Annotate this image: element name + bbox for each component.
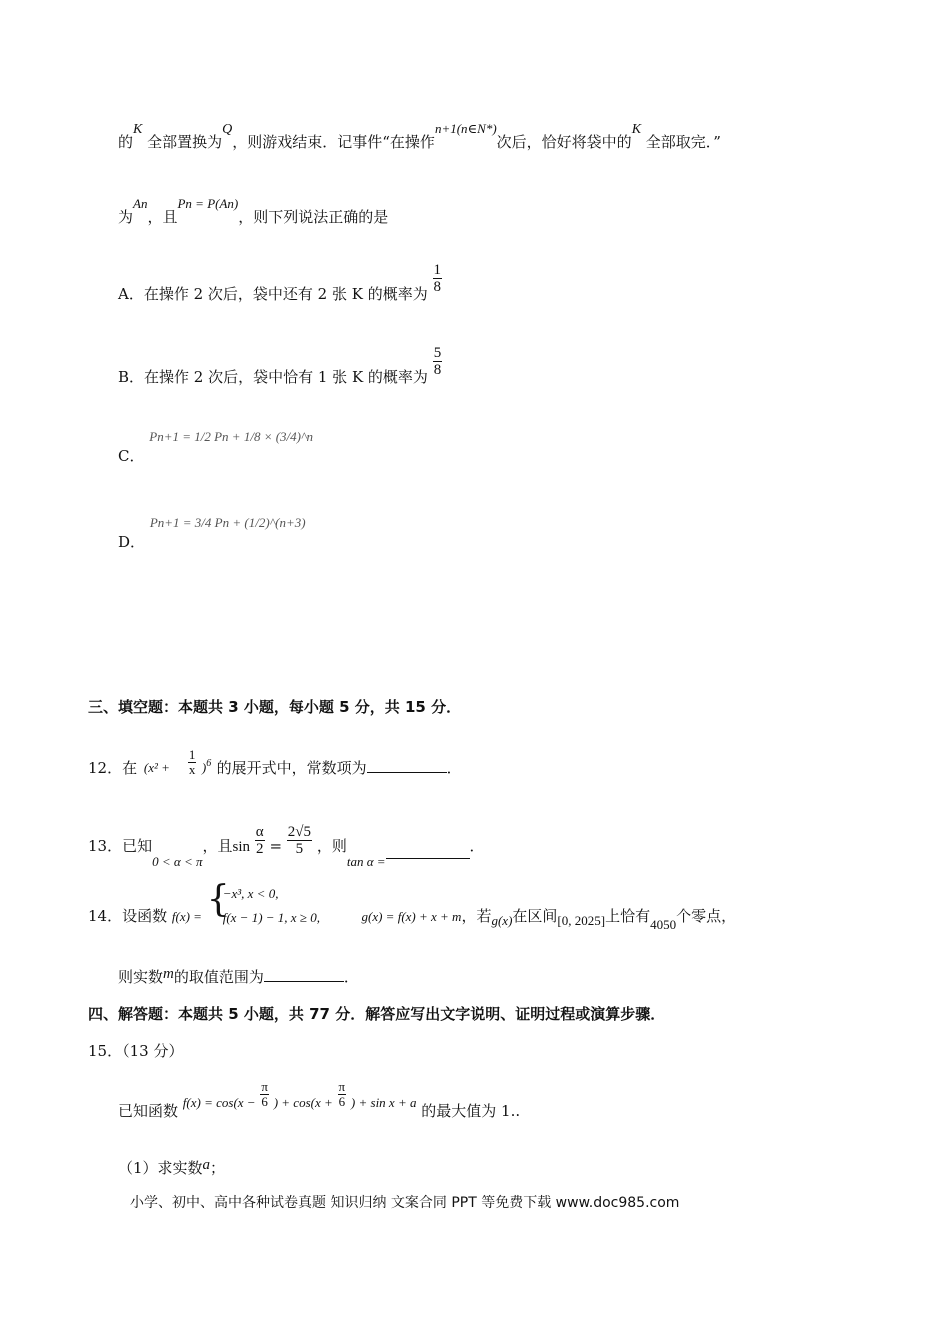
option-a-fraction: $\frac{1}{8}$ [433, 262, 442, 295]
math-n-plus-1: n+1(n∈N*) [434, 121, 497, 136]
q14-g-def: g(x) = f(x) + x + m [361, 909, 462, 924]
option-c: C． Pn+1 = 1/2 Pn + 1/8 × (3/4)^n [118, 429, 313, 465]
q14-line2: 则实数m的取值范围为 ． [118, 966, 359, 986]
section3-title: 三、填空题：本题共 3 小题，每小题 5 分，共 15 分． [88, 698, 462, 716]
math-Q: Q [222, 122, 233, 137]
q13: 13．已知0 < α < π，且sin $\frac{\alpha}{2}$ = $\frac{2√5}{5}$ ，则tan α =． [88, 824, 485, 869]
q12: 12．在 (x² + $\frac{1}{x}$ )$^6$ 的展开式中，常数项为 ． [88, 747, 462, 777]
q14: 14．设函数 f(x) = { −x³, x < 0, f(x − 1) − 1, x ≥ 0, g(x) = f(x) + x + m，若g(x)在区间[0, 2025]上恰有4050个零点， [88, 879, 737, 932]
q14-fx: f(x) = [171, 909, 202, 924]
math-K: K [133, 122, 143, 137]
option-b: B．在操作 2 次后，袋中恰有 1 张 K 的概率为 $\frac{5}{8}$ [118, 345, 442, 386]
math-Pn-eq: Pn = P(An) [177, 196, 239, 211]
q13-alpha-half: $\frac{\alpha}{2}$ [255, 824, 264, 857]
q13-answer-blank[interactable] [386, 844, 470, 859]
q13-value: $\frac{2√5}{5}$ [287, 824, 312, 857]
option-d: D． Pn+1 = 3/4 Pn + (1/2)^(n+3) [118, 515, 306, 551]
q14-piecewise: { −x³, x < 0, f(x − 1) − 1, x ≥ 0, [206, 879, 320, 925]
q15-head: 15．（13 分） [88, 1042, 184, 1060]
math-K2: K [631, 122, 642, 137]
q11-line2: 为An，且Pn = P(An)，则下列说法正确的是 [118, 196, 389, 226]
q15-body: 已知函数 f(x) = cos(x − $\frac{\pi}{6}$ ) + cos(x + $\frac{\pi}{6}$ ) + sin x + a 的最大值为 1.. [118, 1079, 521, 1120]
q14-answer-blank[interactable] [264, 967, 344, 982]
option-a: A．在操作 2 次后，袋中还有 2 张 K 的概率为 $\frac{1}{8}$ [118, 262, 442, 303]
q11-line1: 的K 全部置换为Q，则游戏结束．记事件“在操作n+1(n∈N*)次后，恰好将袋中的K 全部取完．” [118, 121, 721, 151]
math-An: An [133, 196, 148, 211]
q15-part1: （1）求实数a； [118, 1157, 226, 1177]
option-c-formula: Pn+1 = 1/2 Pn + 1/8 × (3/4)^n [149, 429, 313, 444]
section4-title: 四、解答题：本题共 5 小题，共 77 分．解答应写出文字说明、证明过程或演算步骤． [88, 1005, 666, 1023]
q12-answer-blank[interactable] [367, 758, 447, 773]
q13-range: 0 < α < π [152, 853, 203, 869]
page-footer: 小学、初中、高中各种试卷真题 知识归纳 文案合同 PPT 等免费下载 www.doc985.com [130, 1195, 680, 1211]
option-b-fraction: $\frac{5}{8}$ [433, 345, 442, 378]
option-d-formula: Pn+1 = 3/4 Pn + (1/2)^(n+3) [149, 515, 306, 530]
